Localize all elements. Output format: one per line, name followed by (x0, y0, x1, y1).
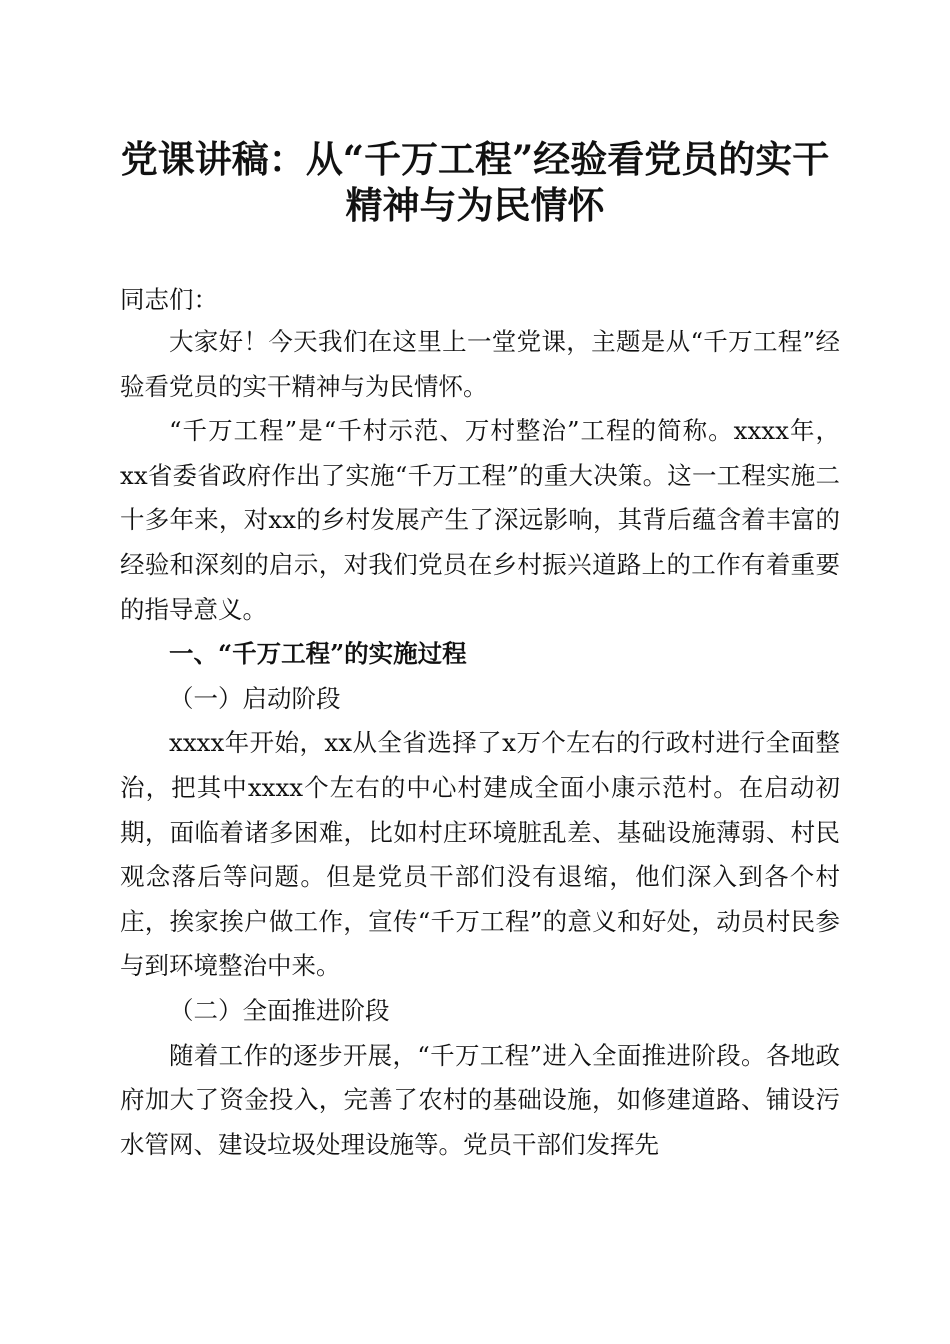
paragraph-startup: xxxx年开始，xx从全省选择了x万个左右的行政村进行全面整治，把其中xxxx个左右的中心村建成全面小康示范村。在启动初期，面临着诸多困难，比如村庄环境脏乱差、基础设施薄弱、村民观念落后等问题。但是党员干部们没有退缩，他们深入到各个村庄，挨家挨户做工作，宣传“千万工程”的意义和好处，动员村民参与到环境整治中来。 (120, 728, 840, 981)
subsection-heading-advance: （二）全面推进阶段 (169, 995, 390, 1025)
paragraph-advance: 随着工作的逐步开展，“千万工程”进入全面推进阶段。各地政府加大了资金投入，完善了农村的基础设施，如修建道路、铺设污水管网、建设垃圾处理设施等。党员干部们发挥先 (120, 1040, 840, 1159)
paragraph-greeting: 大家好！今天我们在这里上一堂党课，主题是从“千万工程”经验看党员的实干精神与为民情怀。 (120, 327, 840, 401)
document-title-line-1: 党课讲稿：从“千万工程”经验看党员的实干 (120, 137, 830, 181)
document-title-line-2: 精神与为民情怀 (345, 183, 605, 227)
subsection-heading-startup: （一）启动阶段 (169, 683, 341, 713)
document-body (120, 320, 840, 1167)
paragraph-introduction: “千万工程”是“千村示范、万村整治”工程的简称。xxxx年，xx省委省政府作出了实施“千万工程”的重大决策。这一工程实施二十多年来，对xx的乡村发展产生了深远影响，其背后蕴含着丰富的经验和深刻的启示，对我们党员在乡村振兴道路上的工作有着重要的指导意义。 (120, 416, 840, 624)
salutation: 同志们： (120, 285, 218, 314)
section-heading-implementation: 一、“千万工程”的实施过程 (169, 639, 467, 669)
